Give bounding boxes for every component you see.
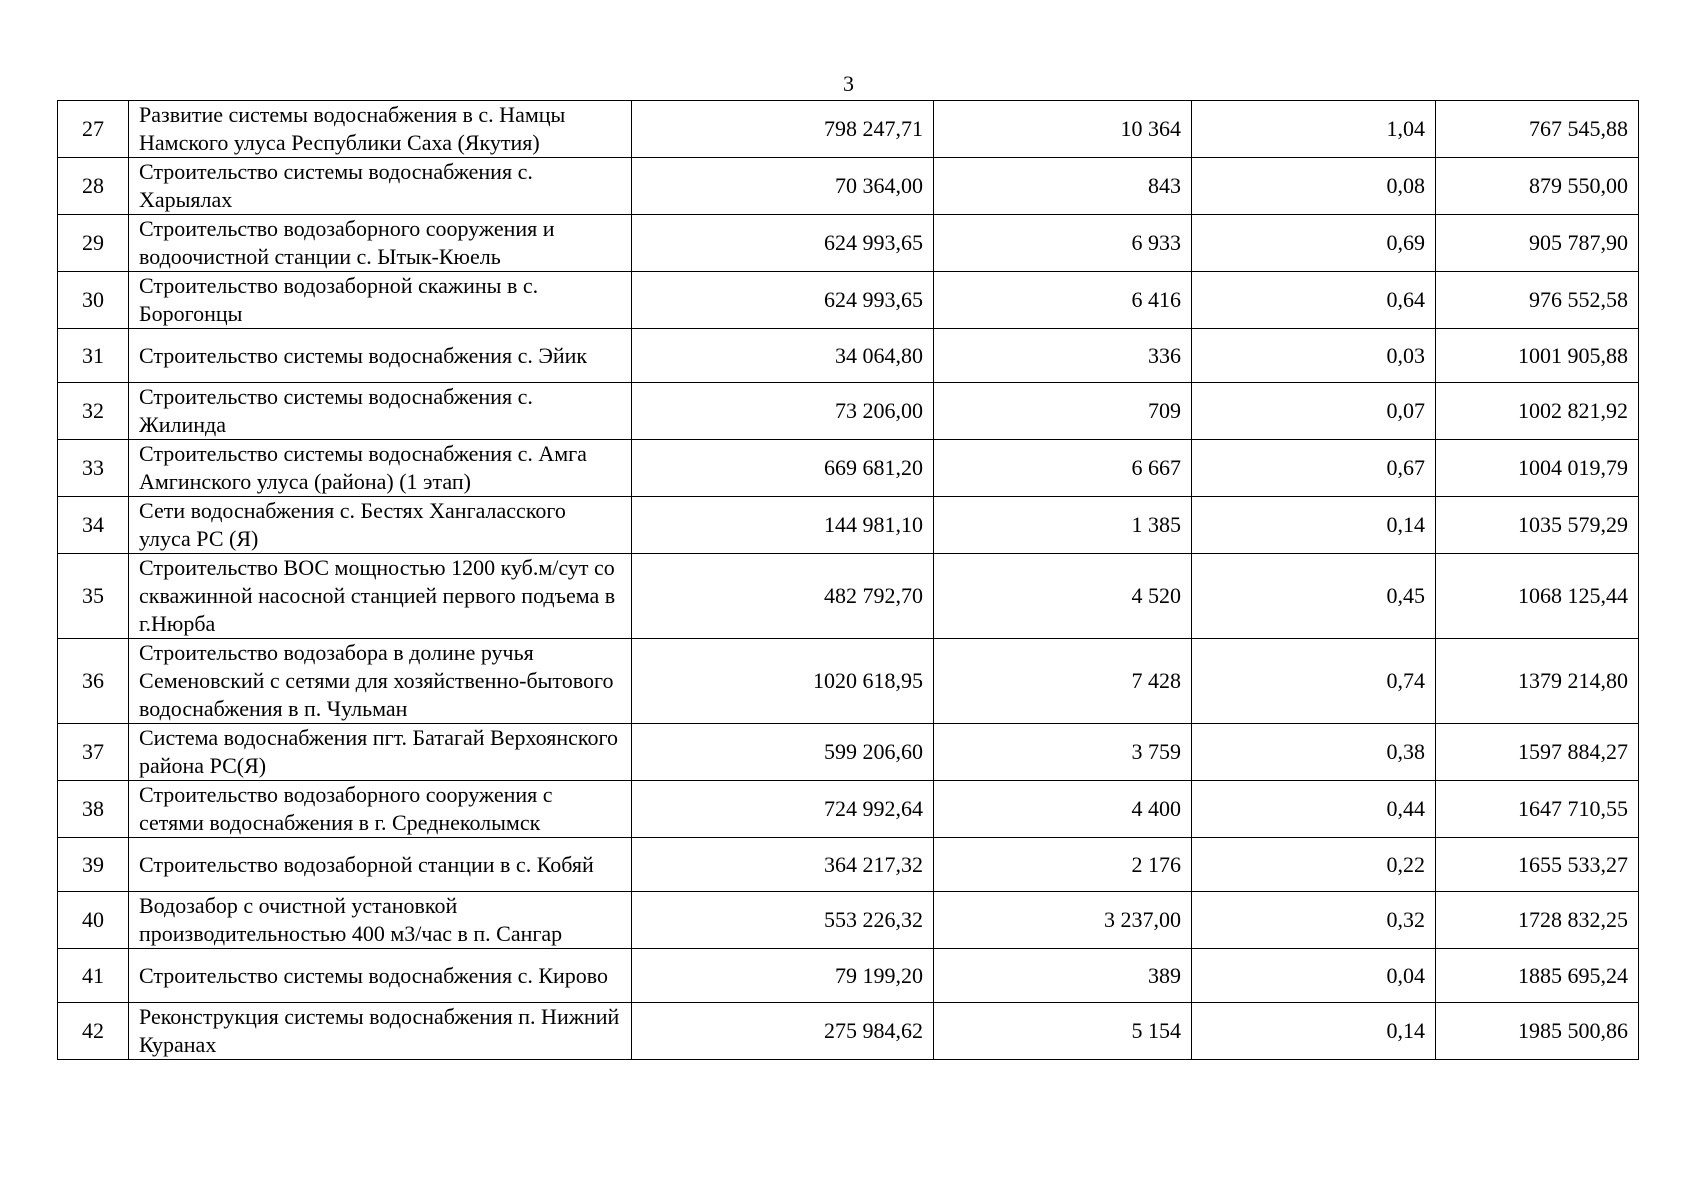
project-cost: 599 206,60 [632,724,934,781]
project-name: Сети водоснабжения с. Бестях Хангаласского улуса РС (Я) [129,497,632,554]
table-row [58,440,1639,497]
population: 336 [934,329,1192,383]
share-value: 0,22 [1192,838,1436,892]
project-name: Строительство водозаборного сооружения с сетями водоснабжения в г. Среднеколымск [129,781,632,838]
project-name: Строительство водозаборной станции в с. Кобяй [129,838,632,892]
ratio-value: 976 552,58 [1436,272,1639,329]
row-number: 41 [58,949,129,1003]
population: 3 237,00 [934,892,1192,949]
row-number: 39 [58,838,129,892]
share-value: 0,44 [1192,781,1436,838]
project-cost: 553 226,32 [632,892,934,949]
table-row [58,639,1639,724]
project-name: Строительство системы водоснабжения с. Эйик [129,329,632,383]
row-number: 38 [58,781,129,838]
ratio-value: 1647 710,55 [1436,781,1639,838]
table-row [58,724,1639,781]
table-row [58,158,1639,215]
ratio-value: 767 545,88 [1436,101,1639,158]
project-cost: 364 217,32 [632,838,934,892]
project-name: Строительство системы водоснабжения с. Харыялах [129,158,632,215]
ratio-value: 1597 884,27 [1436,724,1639,781]
table-row [58,838,1639,892]
table-row [58,892,1639,949]
ratio-value: 1068 125,44 [1436,554,1639,639]
table-row [58,215,1639,272]
table-row [58,101,1639,158]
population: 1 385 [934,497,1192,554]
share-value: 0,69 [1192,215,1436,272]
project-name: Развитие системы водоснабжения в с. Намцы Намского улуса Республики Саха (Якутия) [129,101,632,158]
data-table [57,100,1639,1060]
table-row [58,383,1639,440]
project-name: Строительство водозаборной скажины в с. Борогонцы [129,272,632,329]
row-number: 28 [58,158,129,215]
share-value: 0,32 [1192,892,1436,949]
project-cost: 144 981,10 [632,497,934,554]
ratio-value: 1655 533,27 [1436,838,1639,892]
ratio-value: 879 550,00 [1436,158,1639,215]
share-value: 0,67 [1192,440,1436,497]
ratio-value: 1728 832,25 [1436,892,1639,949]
share-value: 0,07 [1192,383,1436,440]
project-cost: 1020 618,95 [632,639,934,724]
project-name: Строительство водозаборного сооружения и водоочистной станции с. Ытык-Кюель [129,215,632,272]
project-cost: 669 681,20 [632,440,934,497]
population: 2 176 [934,838,1192,892]
project-name: Реконструкция системы водоснабжения п. Нижний Куранах [129,1003,632,1060]
project-name: Система водоснабжения пгт. Батагай Верхоянского района РС(Я) [129,724,632,781]
population: 6 416 [934,272,1192,329]
table-row [58,1003,1639,1060]
row-number: 32 [58,383,129,440]
population: 6 933 [934,215,1192,272]
share-value: 0,38 [1192,724,1436,781]
row-number: 34 [58,497,129,554]
population: 4 400 [934,781,1192,838]
row-number: 42 [58,1003,129,1060]
project-cost: 34 064,80 [632,329,934,383]
row-number: 36 [58,639,129,724]
row-number: 35 [58,554,129,639]
project-cost: 482 792,70 [632,554,934,639]
ratio-value: 1035 579,29 [1436,497,1639,554]
project-name: Строительство системы водоснабжения с. Кирово [129,949,632,1003]
project-cost: 798 247,71 [632,101,934,158]
project-cost: 275 984,62 [632,1003,934,1060]
table-row [58,781,1639,838]
share-value: 0,03 [1192,329,1436,383]
share-value: 0,74 [1192,639,1436,724]
row-number: 29 [58,215,129,272]
table-body [58,101,1639,1060]
share-value: 1,04 [1192,101,1436,158]
ratio-value: 1004 019,79 [1436,440,1639,497]
population: 3 759 [934,724,1192,781]
population: 5 154 [934,1003,1192,1060]
table-row [58,949,1639,1003]
table-row [58,554,1639,639]
project-cost: 79 199,20 [632,949,934,1003]
row-number: 27 [58,101,129,158]
row-number: 37 [58,724,129,781]
population: 389 [934,949,1192,1003]
ratio-value: 1001 905,88 [1436,329,1639,383]
table-row [58,329,1639,383]
project-name: Водозабор с очистной установкой производительностью 400 м3/час в п. Сангар [129,892,632,949]
row-number: 33 [58,440,129,497]
table-row [58,497,1639,554]
table-row [58,272,1639,329]
row-number: 40 [58,892,129,949]
project-cost: 73 206,00 [632,383,934,440]
share-value: 0,14 [1192,1003,1436,1060]
ratio-value: 1379 214,80 [1436,639,1639,724]
share-value: 0,08 [1192,158,1436,215]
project-cost: 624 993,65 [632,215,934,272]
row-number: 31 [58,329,129,383]
share-value: 0,04 [1192,949,1436,1003]
share-value: 0,64 [1192,272,1436,329]
population: 4 520 [934,554,1192,639]
page-number: 3 [843,71,854,96]
ratio-value: 1885 695,24 [1436,949,1639,1003]
project-cost: 70 364,00 [632,158,934,215]
project-name: Строительство системы водоснабжения с. Жилинда [129,383,632,440]
project-cost: 624 993,65 [632,272,934,329]
population: 7 428 [934,639,1192,724]
ratio-value: 1002 821,92 [1436,383,1639,440]
population: 843 [934,158,1192,215]
project-name: Строительство водозабора в долине ручья Семеновский с сетями для хозяйственно-бытового водоснабжения в п. Чульман [129,639,632,724]
population: 6 667 [934,440,1192,497]
project-cost: 724 992,64 [632,781,934,838]
ratio-value: 1985 500,86 [1436,1003,1639,1060]
population: 709 [934,383,1192,440]
ratio-value: 905 787,90 [1436,215,1639,272]
project-name: Строительство системы водоснабжения с. Амга Амгинского улуса (района) (1 этап) [129,440,632,497]
share-value: 0,14 [1192,497,1436,554]
row-number: 30 [58,272,129,329]
population: 10 364 [934,101,1192,158]
share-value: 0,45 [1192,554,1436,639]
project-name: Строительство ВОС мощностью 1200 куб.м/сут со скважинной насосной станцией первого подъема в г.Нюрба [129,554,632,639]
